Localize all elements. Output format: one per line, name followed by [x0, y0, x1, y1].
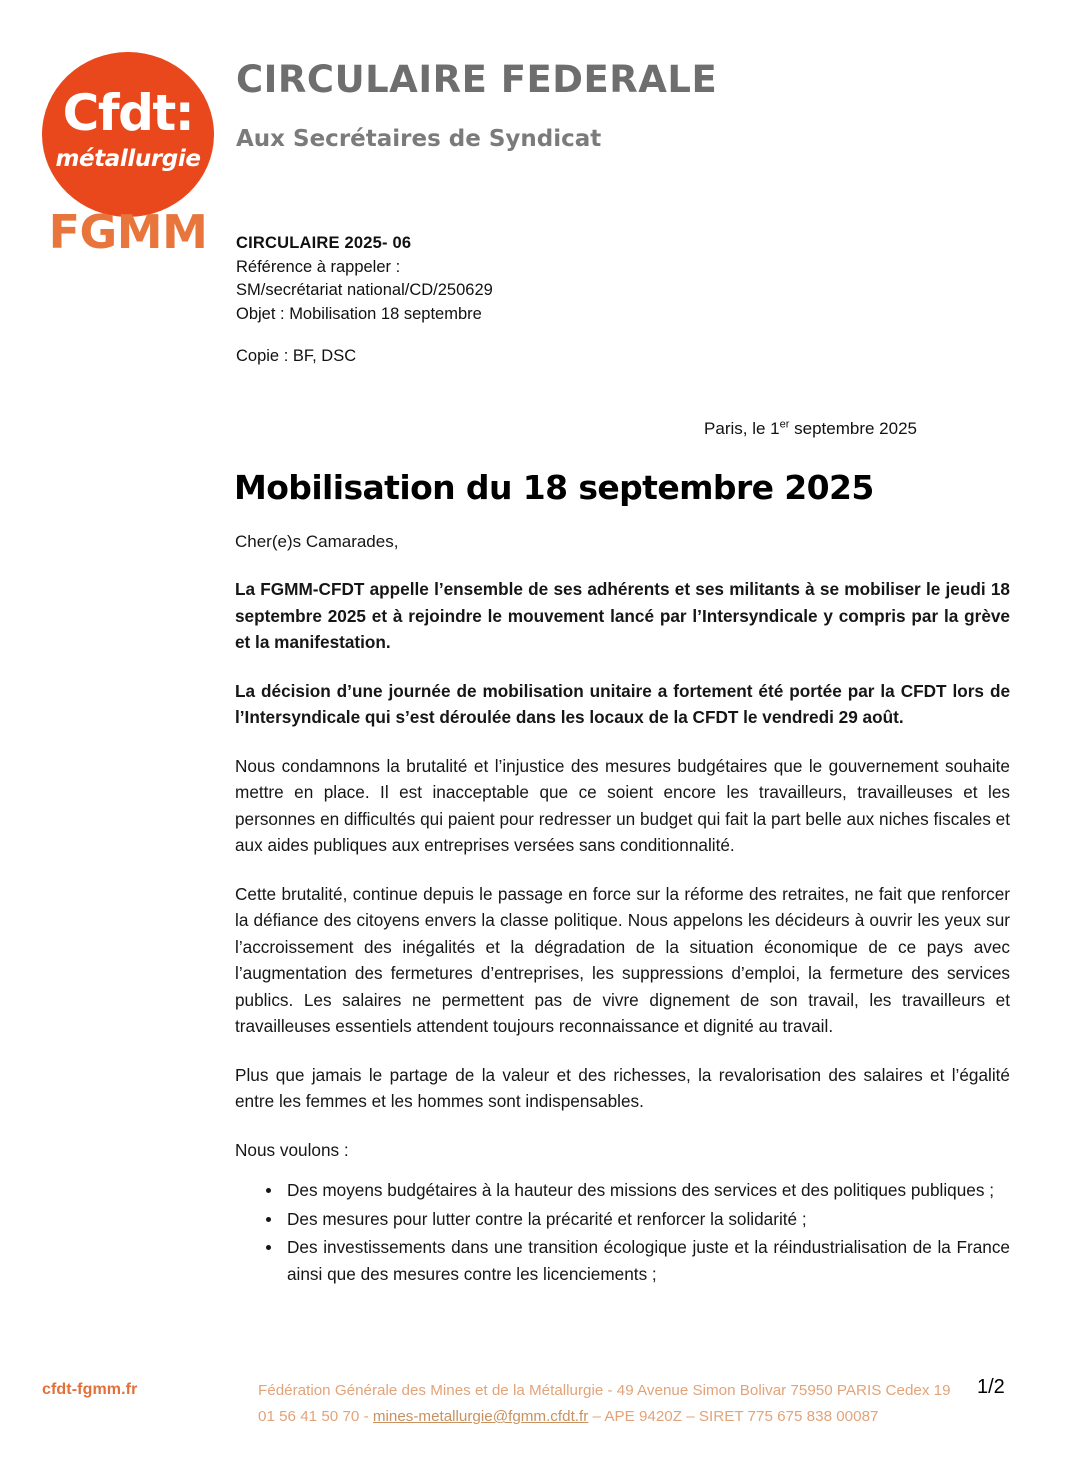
cfdt-fgmm-logo — [42, 52, 222, 259]
paragraph: La FGMM-CFDT appelle l’ensemble de ses adhérents et ses militants à se mobiliser le jeudi 18 septembre 2025 et à rejoindre le mouvement lancé par l’Intersyndicale y compris par la grève et la manifestation. — [235, 579, 1010, 652]
header-title: CIRCULAIRE FEDERALE — [236, 58, 718, 101]
logo-sector-text: métallurgie — [55, 146, 201, 172]
date-line — [704, 419, 917, 439]
footer-address-line1: Fédération Générale des Mines et de la Métallurgie - 49 Avenue Simon Bolivar 75950 PARIS Cedex 19 — [258, 1382, 951, 1399]
header-subtitle: Aux Secrétaires de Syndicat — [236, 126, 602, 152]
page-footer — [0, 1370, 1080, 1450]
reference-value: SM/secrétariat national/CD/250629 — [236, 281, 493, 299]
footer-website[interactable]: cfdt-fgmm.fr — [42, 1381, 138, 1398]
date-ordinal-suffix: er — [779, 418, 790, 431]
paragraph: La décision d’une journée de mobilisation unitaire a fortement été portée par la CFDT lors de l’Intersyndicale qui s’est déroulée dans les locaux de la CFDT le vendredi 29 août. — [235, 680, 1010, 727]
footer-legal: – APE 9420Z – SIRET 775 675 838 00087 — [588, 1408, 879, 1425]
list-intro: Nous voulons : — [235, 1139, 349, 1160]
page-title: Mobilisation du 18 septembre 2025 — [234, 468, 874, 507]
list-item: Des mesures pour lutter contre la précarité et renforcer la solidarité ; — [265, 1206, 1010, 1233]
paragraph: Cette brutalité, continue depuis le passage en force sur la réforme des retraites, ne fait que renforcer la défiance des citoyens envers la classe politique. Nous appelons les décideurs à ouvrir les yeux sur l’accroissement des inégalités et la dégradation de la situation économique de ce pays avec l’augmentation des fermetures d’entreprises, les suppressions d’emploi, la fermeture des services publics. Les salaires ne permettent pas de vivre dignement de son travail, les travailleurs et travailleuses essentiels attendent toujours reconnaissance et dignité au travail. — [235, 883, 1010, 1036]
footer-phone: 01 56 41 50 70 - — [258, 1408, 373, 1425]
logo-federation-text: FGMM — [48, 205, 208, 259]
footer-email-link[interactable]: mines-metallurgie@fgmm.cfdt.fr — [372, 1408, 589, 1425]
footer-address — [258, 1378, 978, 1430]
paragraph: Plus que jamais le partage de la valeur et des richesses, la revalorisation des salaires et l’égalité entre les femmes et les hommes sont indispensables. — [235, 1064, 1010, 1111]
date-city-prefix: Paris, le 1 — [704, 419, 780, 438]
demands-list — [235, 1177, 1010, 1287]
page-number: 1/2 — [977, 1376, 1005, 1398]
logo-brand-text: Cfdt: — [62, 84, 194, 142]
footer-contact-line — [258, 1404, 978, 1430]
paragraph: Nous condamnons la brutalité et l’injustice des mesures budgétaires que le gouvernement souhaite mettre en place. Il est inacceptable que ce soient encore les travailleurs, travailleuses et les personnes en difficultés qui paient pour redresser un budget qui fait la part belle aux niches fiscales et aux aides publiques aux entreprises versées sans conditionnalité. — [235, 755, 1010, 855]
document-body — [235, 530, 1010, 1289]
list-item: Des investissements dans une transition écologique juste et la réindustrialisation de la France ainsi que des mesures contre les licenciements ; — [265, 1234, 1010, 1287]
reference-block — [236, 232, 493, 326]
reference-copie: Copie : BF, DSC — [236, 347, 357, 365]
salutation: Cher(e)s Camarades, — [235, 532, 399, 551]
list-item: Des moyens budgétaires à la hauteur des missions des services et des politiques publiques ; — [265, 1177, 1010, 1204]
date-rest: septembre 2025 — [789, 419, 917, 438]
reference-label: Référence à rappeler : — [236, 257, 401, 276]
circular-number: CIRCULAIRE 2025- 06 — [236, 234, 412, 252]
reference-objet: Objet : Mobilisation 18 septembre — [236, 304, 482, 323]
